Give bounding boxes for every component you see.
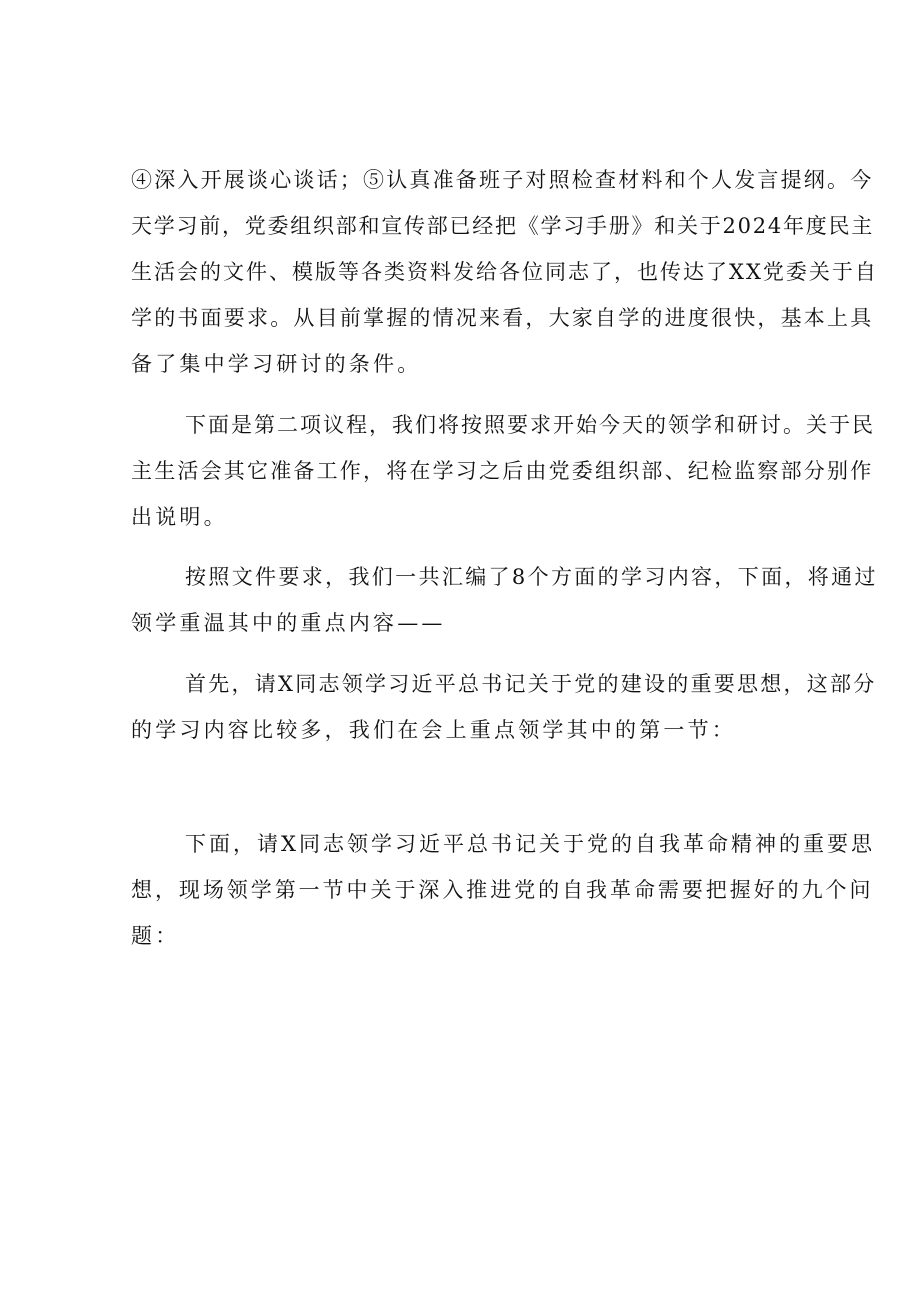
paragraph-4-line-2: 的学习内容比较多，我们在会上重点领学其中的第一节： [131, 718, 736, 742]
paragraph-1-line-5: 备了集中学习研讨的条件。 [131, 352, 422, 376]
paragraph-4-line-1: 首先，请X同志领学习近平总书记关于党的建设的重要思想，这部分 [185, 672, 877, 696]
paragraph-2-line-1: 下面是第二项议程，我们将按照要求开始今天的领学和研讨。关于民 [185, 413, 875, 437]
paragraph-3-line-1: 按照文件要求，我们一共汇编了8个方面的学习内容，下面，将通过 [185, 565, 878, 589]
paragraph-5-line-2: 想，现场领学第一节中关于深入推进党的自我革命需要把握好的九个问 [131, 878, 874, 902]
paragraph-1-line-1: ④深入开展谈心谈话；⑤认真准备班子对照检查材料和个人发言提纲。今 [131, 168, 874, 192]
paragraph-2-line-2: 主生活会其它准备工作，将在学习之后由党委组织部、纪检监察部分别作 [131, 459, 874, 483]
paragraph-1-line-3: 生活会的文件、模版等各类资料发给各位同志了，也传达了XX党委关于自 [131, 260, 878, 284]
paragraph-1-line-2: 天学习前，党委组织部和宣传部已经把《学习手册》和关于2024年度民主 [131, 214, 874, 238]
paragraph-3-line-2: 领学重温其中的重点内容—— [131, 611, 446, 635]
paragraph-2-line-3: 出说明。 [131, 505, 228, 529]
paragraph-1-line-4: 学的书面要求。从目前掌握的情况来看，大家自学的进度很快，基本上具 [131, 306, 874, 330]
paragraph-5-line-1: 下面，请X同志领学习近平总书记关于党的自我革命精神的重要思 [185, 832, 875, 856]
paragraph-5-line-3: 题： [131, 924, 180, 948]
